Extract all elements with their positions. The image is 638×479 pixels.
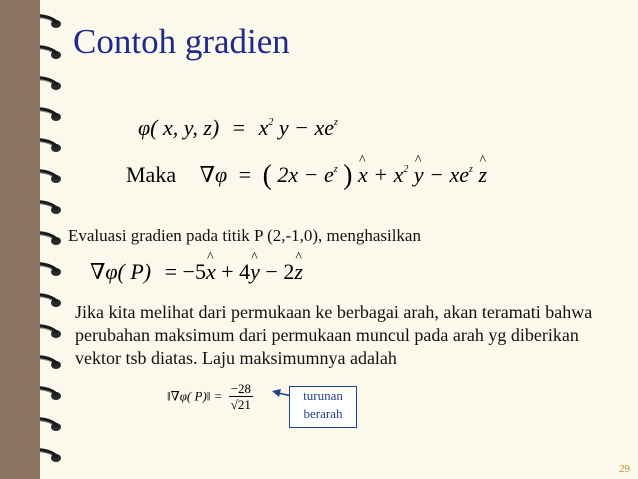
maka-label: Maka <box>126 162 177 187</box>
binding-ring <box>40 419 61 437</box>
callout-line-2: berarah <box>303 406 343 421</box>
magnitude-lhs: ‖∇φ( P)‖ = <box>167 388 223 404</box>
eq2-equals: = <box>238 162 252 187</box>
eq2-x-component: 2x − e <box>277 162 334 187</box>
binding-ring <box>40 233 61 251</box>
eq2-close-paren: ) <box>343 160 353 191</box>
eq3-z-unit: ^ z <box>294 259 303 285</box>
evaluation-text: Evaluasi gradien pada titik P (2,-1,0), menghasilkan <box>68 226 421 245</box>
eq2-z-component: − xe <box>429 162 470 187</box>
eq2-z-exponent: z <box>469 164 473 175</box>
binding-ring <box>40 47 61 65</box>
evaluated-gradient <box>90 259 303 285</box>
magnitude-denominator: √21 <box>230 397 251 412</box>
eq3-y-unit: ^ y <box>250 259 260 285</box>
eq2-lhs: ∇φ <box>199 162 228 187</box>
eq3-x-unit: ^ x <box>206 259 216 285</box>
eq2-x-exponent: z <box>333 164 338 175</box>
binding-ring <box>40 295 61 313</box>
binding-ring <box>40 326 61 344</box>
binding-ring <box>40 202 61 220</box>
binding-ring <box>40 450 61 468</box>
eq1-lhs: φ( x, y, z) <box>138 115 220 140</box>
callout-line-1: turunan <box>303 388 343 403</box>
binding-ring <box>40 109 61 127</box>
slide-title: Contoh gradien <box>73 22 290 61</box>
eq2-open-paren: ( <box>262 160 272 191</box>
eq1-term2: y − xe <box>278 115 335 140</box>
binding-ring <box>40 357 61 375</box>
eq3-x-coefficient: = −5 <box>164 259 206 284</box>
eq1-term1: x <box>258 115 269 140</box>
eq2-z-unit: ^ z <box>478 162 487 188</box>
slide <box>40 0 638 479</box>
magnitude-numerator: −28 <box>230 381 252 396</box>
eq2-y-component: + x <box>373 162 404 187</box>
eq3-y-coefficient: + 4 <box>221 259 251 284</box>
gradient-magnitude <box>167 382 253 413</box>
function-definition <box>138 115 338 141</box>
eq2-y-unit: ^ y <box>414 162 424 188</box>
explanation-paragraph: Jika kita melihat dari permukaan ke berbagai arah, akan teramati bahwa perubahan maksimum dari permukaan muncul pada arah yg diberikan vektor tsb diatas. Laju maksimumnya adalah <box>75 302 593 368</box>
binding-ring <box>40 264 61 282</box>
eq1-term2-exponent: z <box>334 117 338 128</box>
eq1-term1-exponent: 2 <box>268 117 274 128</box>
magnitude-fraction <box>229 382 253 413</box>
eq1-equals: = <box>232 115 246 140</box>
eq2-y-exponent: 2 <box>403 164 409 175</box>
binding-ring <box>40 171 61 189</box>
directional-derivative-callout <box>289 386 357 428</box>
eq3-z-coefficient: − 2 <box>265 259 295 284</box>
binding-ring <box>40 388 61 406</box>
binding-ring <box>40 16 61 34</box>
binding-ring <box>40 140 61 158</box>
binding-ring <box>40 78 61 96</box>
page-number: 29 <box>619 463 630 475</box>
eq3-lhs: ∇φ( P) <box>90 259 152 284</box>
gradient-equation <box>126 160 487 192</box>
eq2-x-unit: ^ x <box>358 162 368 188</box>
